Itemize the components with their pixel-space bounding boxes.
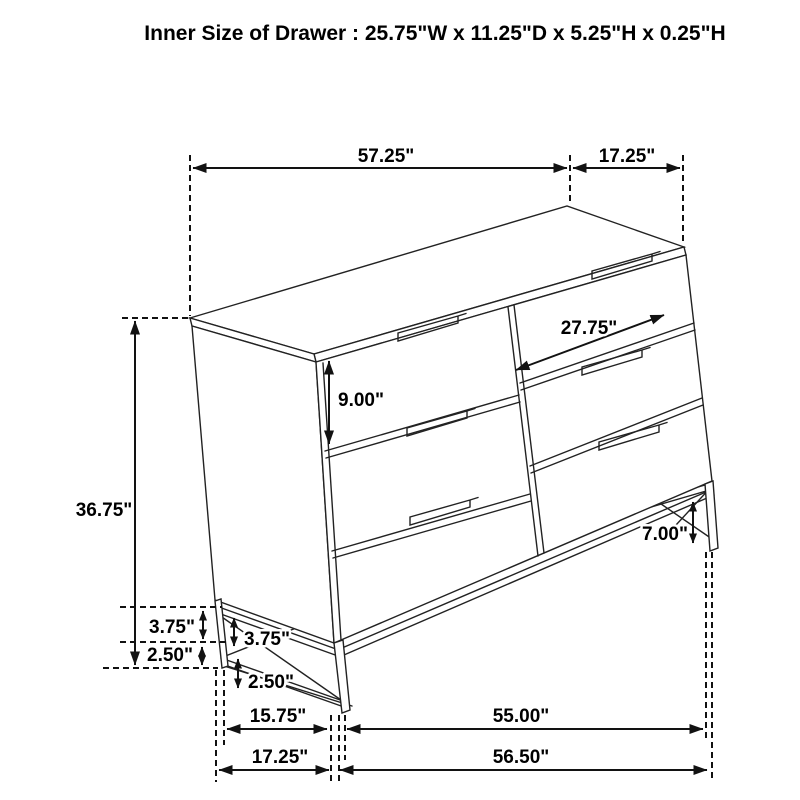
base-leg-front-right: [705, 481, 718, 551]
dimension-label: 17.25": [251, 747, 309, 768]
dimension-label: 9.00": [338, 390, 384, 411]
dimension-side-leg-lower: [147, 645, 202, 666]
dimension-label: 36.75": [75, 500, 133, 521]
dimension-front-leg-lower: [238, 659, 294, 693]
dimension-label: 56.50": [492, 747, 550, 768]
dimension-label: 55.00": [492, 706, 550, 727]
diagram-title: Inner Size of Drawer : 25.75"W x 11.25"D x 5.25"H x 0.25"H: [144, 22, 726, 45]
dimension-label: 7.00": [642, 524, 688, 545]
dimension-label: 17.25": [598, 146, 656, 167]
dimension-label: 27.75": [560, 318, 618, 339]
dimension-label: 3.75": [149, 617, 195, 638]
dimension-label: 3.75": [244, 629, 290, 650]
base-leg-front-left: [334, 640, 350, 713]
dresser-side-panel-left: [192, 326, 334, 643]
dimension-label: 2.50": [147, 645, 193, 666]
dimension-side-rail-drop: [120, 607, 230, 642]
dimension-label: 57.25": [357, 146, 415, 167]
dimension-label: 2.50": [248, 672, 294, 693]
dimension-label: 15.75": [249, 706, 307, 727]
dimension-base-depth-outer: [219, 747, 329, 770]
